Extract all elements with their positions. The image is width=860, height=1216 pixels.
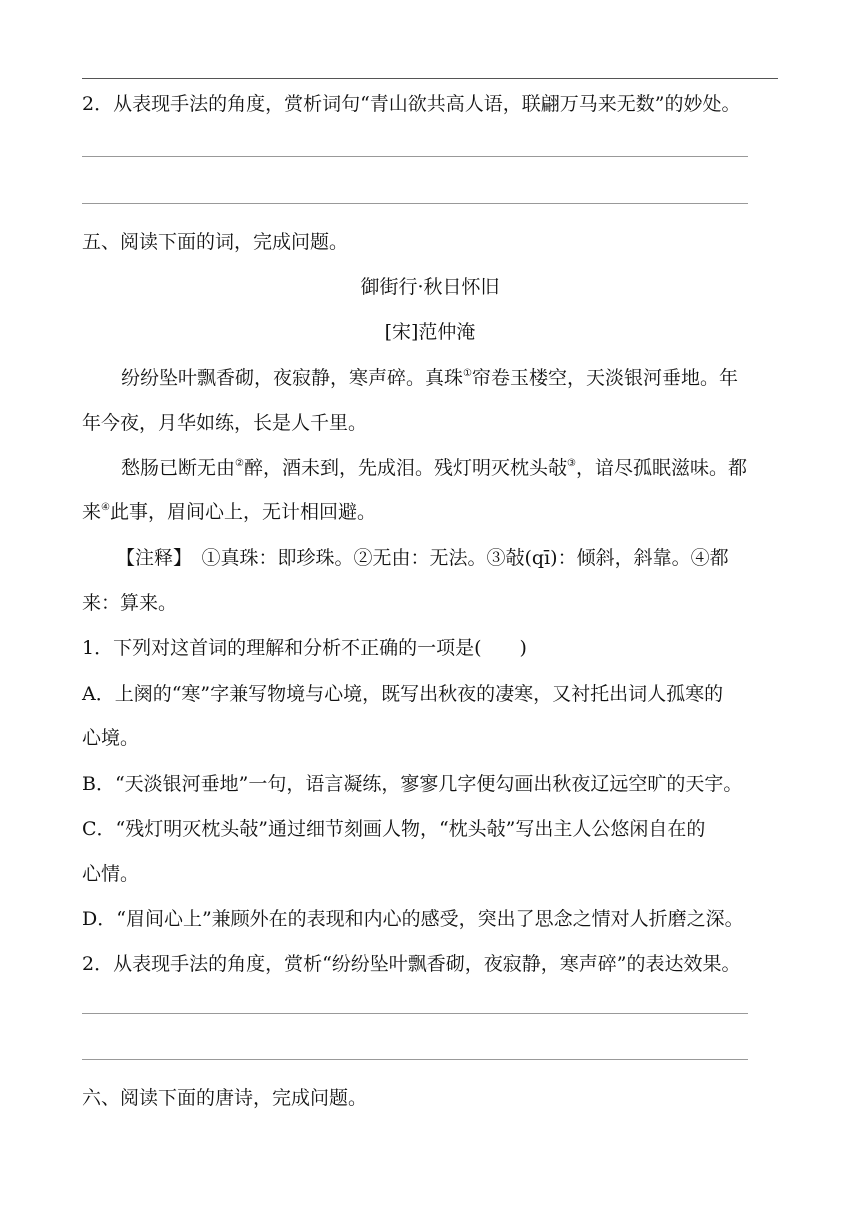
s5-question-1: 1．下列对这首词的理解和分析不正确的一项是( ) [82, 637, 527, 659]
poem-author: [宋]范仲淹 [384, 321, 476, 343]
option-c: C．“残灯明灭枕头敧”通过细节刻画人物，“枕头敧”写出主人公悠闲自在的 [82, 818, 706, 840]
option-b: B．“天淡银河垂地”一句，语言凝练，寥寥几字便勾画出秋夜辽远空旷的天宇。 [82, 773, 743, 795]
answer-line [82, 78, 778, 79]
section-5-heading: 五、阅读下面的词，完成问题。 [82, 231, 349, 253]
answer-line [82, 1013, 748, 1014]
notes-line: 来：算来。 [82, 592, 178, 614]
footnote-mark: ① [463, 368, 472, 379]
answer-line [82, 203, 748, 204]
poem-title: 御街行·秋日怀旧 [360, 276, 500, 298]
footnote-mark: ② [235, 458, 244, 469]
poem-line: 纷纷坠叶飘香砌，夜寂静，寒声碎。真珠①帘卷玉楼空，天淡银河垂地。年 [121, 367, 738, 389]
section-6-heading: 六、阅读下面的唐诗，完成问题。 [82, 1087, 368, 1109]
option-a: A．上阕的“寒”字兼写物境与心境，既写出秋夜的凄寒，又衬托出词人孤寒的 [82, 683, 724, 705]
option-a-cont: 心境。 [82, 727, 140, 749]
answer-line [82, 1059, 748, 1060]
s5-question-2: 2．从表现手法的角度，赏析“纷纷坠叶飘香砌，夜寂静，寒声碎”的表达效果。 [82, 953, 741, 975]
notes-line: 【注释】 ①真珠：即珍珠。②无由：无法。③敧(qī)：倾斜，斜靠。④都 [116, 547, 729, 569]
poem-line: 年今夜，月华如练，长是人千里。 [82, 412, 368, 434]
option-c-cont: 心情。 [82, 863, 140, 885]
poem-line: 愁肠已断无由②醉，酒未到，先成泪。残灯明灭枕头敧③，谙尽孤眠滋味。都 [121, 457, 747, 479]
s4-question-2: 2．从表现手法的角度，赏析词句“青山欲共高人语，联翩万马来无数”的妙处。 [82, 93, 741, 115]
option-d: D．“眉间心上”兼顾外在的表现和内心的感受，突出了思念之情对人折磨之深。 [82, 908, 744, 930]
footnote-mark: ④ [101, 502, 110, 513]
poem-line: 来④此事，眉间心上，无计相回避。 [82, 501, 376, 523]
answer-line [82, 156, 748, 157]
footnote-mark: ③ [567, 458, 576, 469]
